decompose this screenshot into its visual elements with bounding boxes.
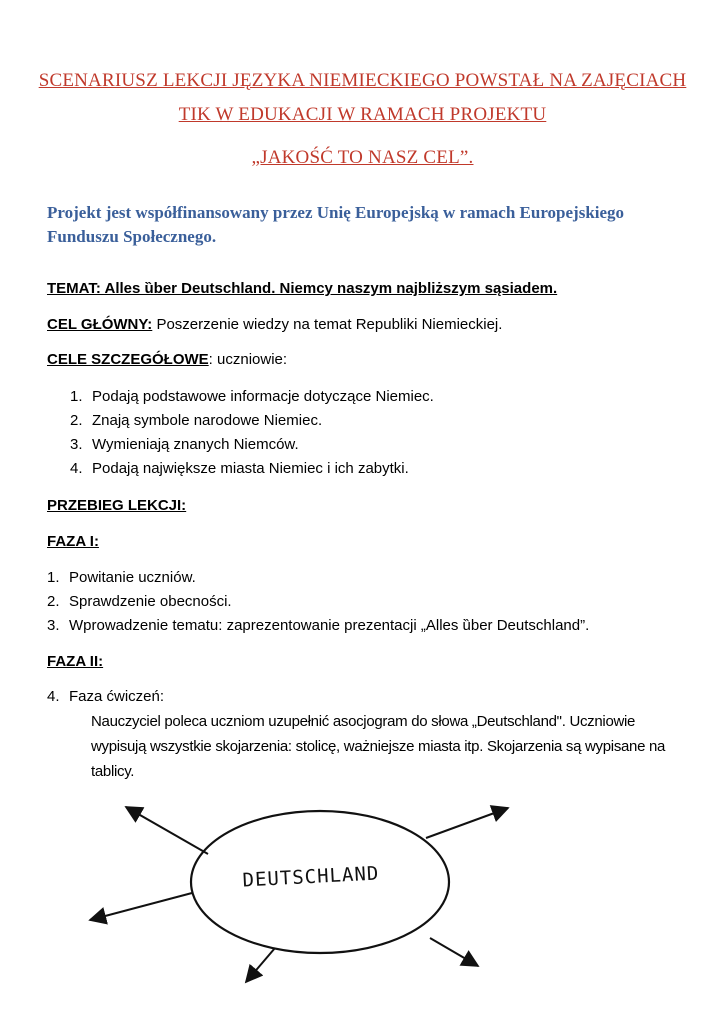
list-number: 3. bbox=[70, 436, 83, 453]
topic-heading: TEMAT: Alles ȕber Deutschland. Niemcy naszym najbliższym sąsiadem. bbox=[47, 280, 558, 297]
list-number: 4. bbox=[47, 688, 60, 705]
phase1-heading: FAZA I: bbox=[47, 533, 99, 550]
main-goal bbox=[47, 316, 502, 333]
list-text: Powitanie uczniów. bbox=[69, 569, 196, 586]
list-text: Znają symbole narodowe Niemiec. bbox=[92, 412, 323, 429]
arrow-left bbox=[90, 893, 192, 920]
arrow-bottom-right bbox=[430, 938, 478, 966]
title-line-2: TIK W EDUKACJI W RAMACH PROJEKTU bbox=[178, 104, 547, 125]
title-line-3: „JAKOŚĆ TO NASZ CEL”. bbox=[251, 147, 474, 168]
title-line-1: SCENARIUSZ LEKCJI JĘZYKA NIEMIECKIEGO POWSTAŁ NA ZAJĘCIACH bbox=[38, 70, 687, 91]
list-text: Wprowadzenie tematu: zaprezentowanie prezentacji „Alles ȕber Deutschland”. bbox=[69, 617, 590, 634]
list-number: 3. bbox=[47, 617, 60, 634]
lesson-flow-heading: PRZEBIEG LEKCJI: bbox=[47, 497, 187, 514]
phase2-heading: FAZA II: bbox=[47, 653, 104, 670]
center-word: DEUTSCHLAND bbox=[242, 862, 380, 892]
list-text: Podają podstawowe informacje dotyczące Niemiec. bbox=[92, 388, 434, 405]
main-goal-text: Poszerzenie wiedzy na temat Republiki Niemieckiej. bbox=[152, 316, 503, 333]
list-number: 1. bbox=[70, 388, 83, 405]
association-diagram bbox=[0, 790, 725, 1024]
list-number: 1. bbox=[47, 569, 60, 586]
phase2-description: Nauczyciel poleca uczniom uzupełnić asocjogram do słowa „Deutschland". Uczniowie wypisują wszystkie skojarzenia: stolicę, ważniejsze miasta itp. Skojarzenia są wypisane na tablicy. bbox=[91, 713, 666, 780]
list-text: Faza ćwiczeń: bbox=[69, 688, 165, 705]
detailed-goals-label: CELE SZCZEGÓŁOWE bbox=[47, 351, 209, 368]
detailed-goals-heading bbox=[47, 351, 287, 368]
funding-note: Projekt jest współfinansowany przez Unię Europejską w ramach Europejskiego Funduszu Społecznego. bbox=[47, 203, 625, 246]
arrow-top-right bbox=[426, 808, 508, 838]
list-number: 2. bbox=[70, 412, 83, 429]
detailed-goals-suffix: : uczniowie: bbox=[208, 351, 288, 368]
list-text: Sprawdzenie obecności. bbox=[69, 593, 232, 610]
list-number: 4. bbox=[70, 460, 83, 477]
arrow-bottom-left bbox=[246, 948, 275, 982]
list-number: 2. bbox=[47, 593, 60, 610]
list-text: Wymieniają znanych Niemców. bbox=[92, 436, 299, 453]
main-goal-label: CEL GŁÓWNY: bbox=[47, 316, 153, 333]
arrow-top-left bbox=[126, 807, 208, 854]
list-text: Podają największe miasta Niemiec i ich zabytki. bbox=[92, 460, 409, 477]
